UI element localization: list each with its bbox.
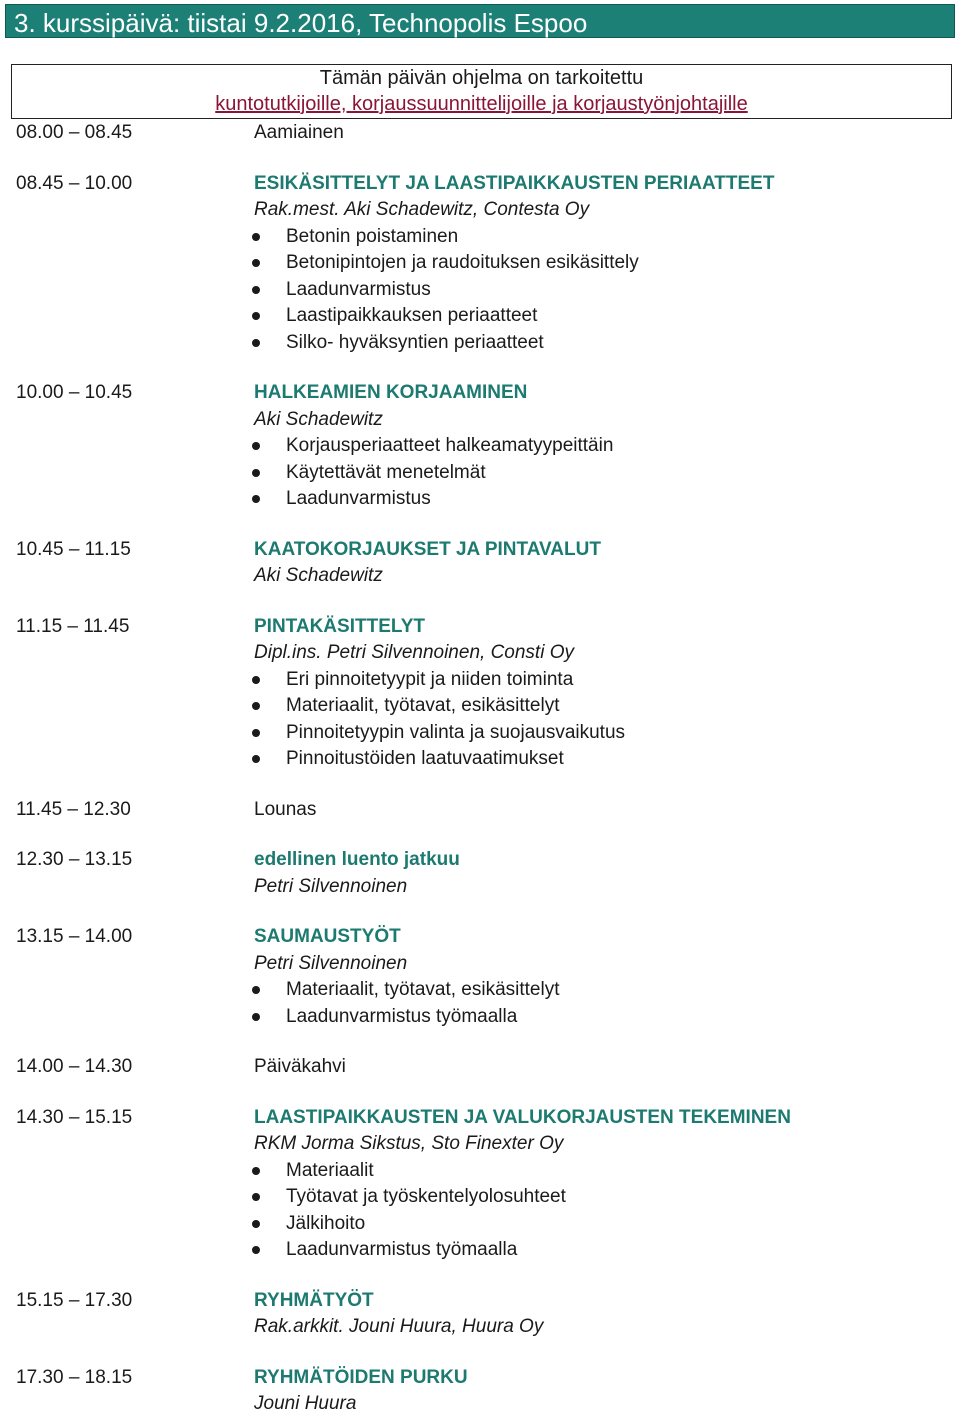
speaker-name: Petri Silvennoinen	[254, 875, 408, 897]
speaker-line	[0, 563, 960, 590]
bullet-text: Laastipaikkauksen periaatteet	[286, 305, 538, 326]
slot-header	[0, 171, 960, 198]
bullet-item	[0, 486, 960, 513]
bullet-text: Laadunvarmistus	[286, 488, 431, 509]
speaker-name: Rak.arkkit. Jouni Huura, Huura Oy	[254, 1316, 544, 1337]
bullet-icon	[252, 339, 260, 347]
bullet-item	[0, 460, 960, 487]
slot-header	[0, 1105, 960, 1132]
bullet-text: Laadunvarmistus työmaalla	[286, 1005, 518, 1027]
slot-spacer	[0, 356, 960, 380]
slot-time: 08.00 – 08.45	[16, 122, 133, 143]
schedule-slot	[0, 1365, 960, 1418]
slot-header	[0, 797, 960, 824]
session-title: LAASTIPAIKKAUSTEN JA VALUKORJAUSTEN TEKEMINEN	[254, 1106, 791, 1128]
bullet-icon	[252, 676, 260, 684]
bullet-item	[0, 250, 960, 277]
slot-header	[0, 537, 960, 564]
bullet-icon	[252, 702, 260, 710]
audience-intro: Tämän päivän ohjelma on tarkoitettu	[319, 67, 644, 89]
bullet-icon	[252, 312, 260, 320]
bullet-text: Betonipintojen ja raudoituksen esikäsittely	[286, 252, 639, 273]
page-title: 3. kurssipäivä: tiistai 9.2.2016, Technopolis Espoo	[14, 8, 588, 38]
slot-time: 13.15 – 14.00	[16, 926, 133, 947]
slot-time: 08.45 – 10.00	[16, 172, 133, 194]
bullet-item	[0, 667, 960, 694]
session-title: HALKEAMIEN KORJAAMINEN	[254, 382, 528, 403]
bullet-icon	[252, 729, 260, 737]
slot-spacer	[0, 1264, 960, 1288]
slot-spacer	[0, 1081, 960, 1105]
activity-label: Aamiainen	[254, 122, 344, 143]
bullet-text: Betonin poistaminen	[286, 225, 459, 247]
speaker-line	[0, 1314, 960, 1341]
slot-header	[0, 380, 960, 407]
title-banner	[5, 4, 955, 38]
bullet-text: Käytettävät menetelmät	[286, 461, 486, 483]
schedule-slot	[0, 171, 960, 357]
slot-spacer	[0, 147, 960, 171]
bullet-item	[0, 1004, 960, 1031]
schedule-slot	[0, 924, 960, 1030]
bullet-text: Laadunvarmistus	[286, 278, 431, 300]
slot-time: 15.15 – 17.30	[16, 1289, 133, 1311]
session-title: edellinen luento jatkuu	[254, 849, 460, 870]
bullet-icon	[252, 1193, 260, 1201]
bullet-icon	[252, 469, 260, 477]
schedule-slot	[0, 380, 960, 513]
schedule-slot	[0, 1054, 960, 1081]
bullet-icon	[252, 233, 260, 241]
bullet-text: Pinnoitustöiden laatuvaatimukset	[286, 748, 564, 769]
bullet-text: Työtavat ja työskentelyolosuhteet	[286, 1186, 566, 1207]
slot-header	[0, 1054, 960, 1081]
schedule-slot	[0, 1288, 960, 1341]
schedule	[0, 120, 960, 1418]
slot-header	[0, 1288, 960, 1315]
slot-header	[0, 1365, 960, 1392]
speaker-name: Aki Schadewitz	[254, 565, 383, 586]
bullet-text: Laadunvarmistus työmaalla	[286, 1239, 518, 1260]
speaker-name: Petri Silvennoinen	[254, 952, 408, 974]
slot-time: 10.45 – 11.15	[16, 538, 131, 560]
bullet-text: Korjausperiaatteet halkeamatyypeittäin	[286, 435, 614, 456]
bullet-item	[0, 277, 960, 304]
bullet-text: Jälkihoito	[286, 1212, 366, 1234]
speaker-line	[0, 1391, 960, 1418]
session-title: RYHMÄTYÖT	[254, 1289, 374, 1311]
bullet-icon	[252, 755, 260, 763]
audience-text: kuntotutkijoille, korjaussuunnittelijoille ja korjaustyönjohtajille	[215, 93, 748, 115]
speaker-name: RKM Jorma Sikstus, Sto Finexter Oy	[254, 1133, 564, 1154]
audience-box	[11, 64, 952, 119]
speaker-name: Dipl.ins. Petri Silvennoinen, Consti Oy	[254, 642, 574, 663]
bullet-text: Eri pinnoitetyypit ja niiden toiminta	[286, 668, 574, 690]
bullet-icon	[252, 986, 260, 994]
schedule-slot	[0, 847, 960, 900]
slot-spacer	[0, 900, 960, 924]
session-title: ESIKÄSITTELYT JA LAASTIPAIKKAUSTEN PERIAATTEET	[254, 172, 775, 194]
session-title: PINTAKÄSITTELYT	[254, 615, 426, 637]
bullet-item	[0, 1211, 960, 1238]
schedule-slot	[0, 120, 960, 147]
bullet-item	[0, 1237, 960, 1264]
speaker-line	[0, 1131, 960, 1158]
session-title: KAATOKORJAUKSET JA PINTAVALUT	[254, 538, 601, 560]
bullet-item	[0, 224, 960, 251]
session-title: RYHMÄTÖIDEN PURKU	[254, 1366, 468, 1388]
bullet-item	[0, 330, 960, 357]
bullet-text: Materiaalit, työtavat, esikäsittelyt	[286, 979, 560, 1000]
session-title: SAUMAUSTYÖT	[254, 926, 401, 947]
bullet-text: Materiaalit, työtavat, esikäsittelyt	[286, 695, 560, 716]
slot-header	[0, 924, 960, 951]
slot-time: 10.00 – 10.45	[16, 382, 133, 403]
schedule-slot	[0, 537, 960, 590]
speaker-line	[0, 874, 960, 901]
slot-spacer	[0, 590, 960, 614]
slot-time: 11.15 – 11.45	[16, 615, 130, 637]
bullet-text: Pinnoitetyypin valinta ja suojausvaikutus	[286, 721, 626, 743]
speaker-name: Aki Schadewitz	[254, 408, 383, 430]
slot-time: 14.30 – 15.15	[16, 1106, 133, 1128]
slot-header	[0, 614, 960, 641]
bullet-text: Materiaalit	[286, 1159, 374, 1181]
slot-spacer	[0, 823, 960, 847]
slot-time: 17.30 – 18.15	[16, 1366, 133, 1388]
bullet-icon	[252, 1167, 260, 1175]
schedule-slot	[0, 1105, 960, 1264]
bullet-item	[0, 1158, 960, 1185]
bullet-icon	[252, 1246, 260, 1254]
slot-time: 11.45 – 12.30	[16, 798, 131, 820]
bullet-icon	[252, 495, 260, 503]
speaker-name: Rak.mest. Aki Schadewitz, Contesta Oy	[254, 199, 590, 220]
bullet-item	[0, 693, 960, 720]
bullet-item	[0, 720, 960, 747]
bullet-icon	[252, 259, 260, 267]
slot-time: 14.00 – 14.30	[16, 1056, 133, 1077]
bullet-icon	[252, 286, 260, 294]
speaker-name: Jouni Huura	[254, 1393, 357, 1414]
bullet-icon	[252, 1013, 260, 1021]
audience-groups	[12, 93, 951, 116]
speaker-line	[0, 197, 960, 224]
slot-header	[0, 847, 960, 874]
activity-label: Päiväkahvi	[254, 1056, 346, 1077]
bullet-item	[0, 977, 960, 1004]
bullet-text: Silko- hyväksyntien periaatteet	[286, 331, 544, 353]
bullet-item	[0, 746, 960, 773]
bullet-item	[0, 1184, 960, 1211]
bullet-icon	[252, 1220, 260, 1228]
slot-spacer	[0, 1341, 960, 1365]
bullet-item	[0, 433, 960, 460]
activity-label: Lounas	[254, 798, 317, 820]
bullet-item	[0, 303, 960, 330]
speaker-line	[0, 640, 960, 667]
slot-header	[0, 120, 960, 147]
bullet-icon	[252, 442, 260, 450]
schedule-slot	[0, 614, 960, 773]
slot-spacer	[0, 1030, 960, 1054]
speaker-line	[0, 407, 960, 434]
speaker-line	[0, 951, 960, 978]
slot-spacer	[0, 513, 960, 537]
slot-spacer	[0, 773, 960, 797]
schedule-slot	[0, 797, 960, 824]
slot-time: 12.30 – 13.15	[16, 849, 133, 870]
